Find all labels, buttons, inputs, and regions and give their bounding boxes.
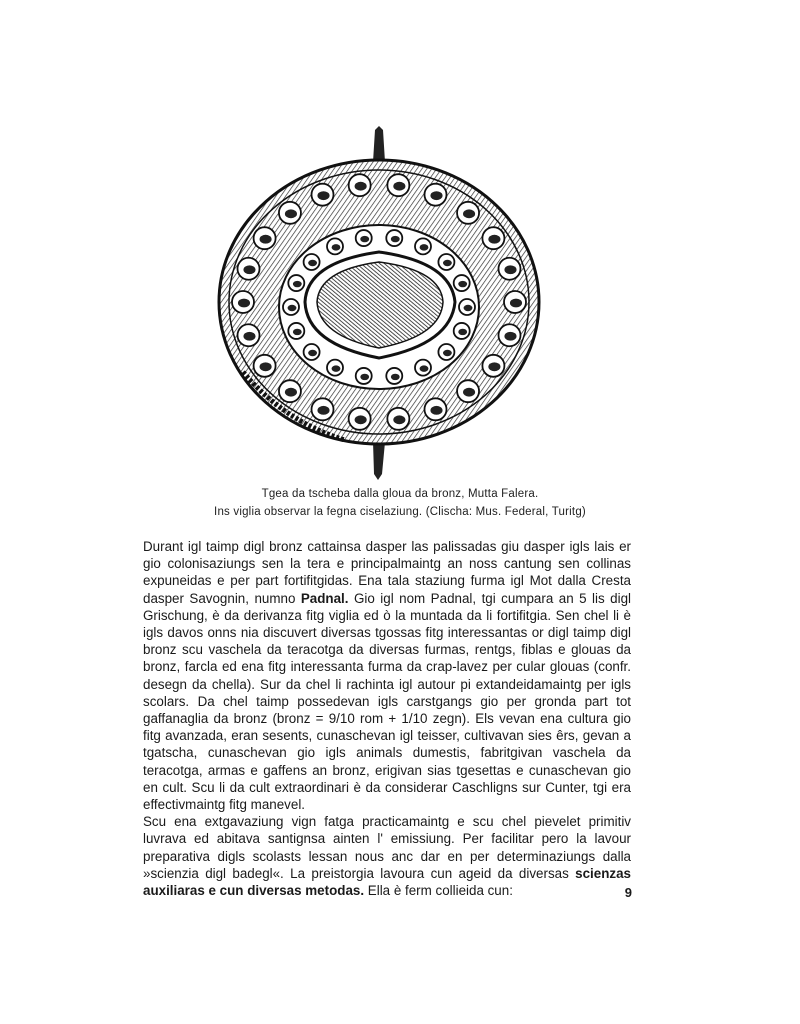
boss-dot bbox=[430, 191, 442, 200]
boss-dot bbox=[238, 299, 250, 308]
boss-dot bbox=[420, 365, 429, 371]
bold-term-padnal: Padnal. bbox=[300, 590, 349, 606]
boss-dot bbox=[391, 236, 400, 242]
boss-dot bbox=[420, 244, 429, 250]
caption-line-2: Ins viglia observar la fegna ciselaziung. (Clischa: Mus. Federal, Turitg) bbox=[214, 506, 586, 518]
boss-dot bbox=[488, 362, 500, 371]
boss-dot bbox=[332, 244, 341, 250]
boss-dot bbox=[464, 305, 473, 311]
paragraph-1: Durant igl taimp digl bronz cattainsa dasper las palissadas giu dasper igls lais er gio colonisaziungs sen la tera e principalmaintg an noss cantung sen collinas expuneidas e per part fortifitgidas. Ena tala staziung furma igl Mot dalla Cresta dasper Savognin, numno Padnal. Gio igl nom Padnal, tgi cumpara an 5 lis digl Grischung, è da derivanza fitg viglia ed ò la muntada da li fortifitgia. Sen chel li è igls davos onns nia discuvert diversas tgossas fitg interessantas or digl taimp digl bronz scu vaschela da teracotga da diversas furmas, rentgs, fiblas e glouas da bronz, farcla ed ena fitg interessanta furma da crap-lavez per cular glouas (confr. desegn da chella). Sur da chel li rachinta igl autour pi extandeidamaintg per igls scolars. Da chel taimp possedevan igls carstgangs gio per gronda part tot gaffanaglia da bronz (bronz = 9/10 rom + 1/10 zegn). Els vevan ena cultura gio fitg avanzada, eran sesents, cunaschevan igl teisser, cultivavan sies êrs, gevan a tgatscha, cunaschevan gio igls animals dumestis, fabritgivan vaschela da teracotga, armas e gaffens an bronz, erigivan sias tgesettas e cunaschevan gio en cult. Scu li da cult extraordinari è da considerar Caschligns sur Cunter, tgi era effectivmaintg fitg manevel. bbox=[143, 539, 632, 813]
boss-dot bbox=[285, 388, 297, 397]
boss-dot bbox=[430, 406, 442, 415]
boss-dot bbox=[510, 299, 522, 308]
boss-dot bbox=[243, 265, 255, 274]
boss-dot bbox=[463, 388, 475, 397]
boss-dot bbox=[463, 209, 475, 218]
boss-dot bbox=[288, 305, 297, 311]
boss-dot bbox=[332, 365, 341, 371]
page-number: 9 bbox=[624, 885, 632, 900]
caption-line-1: Tgea da tscheba dalla gloua da bronz, Mutta Falera. bbox=[261, 488, 539, 500]
phalera-illustration bbox=[215, 122, 545, 482]
boss-dot bbox=[443, 260, 452, 266]
top-spike bbox=[373, 126, 385, 162]
boss-dot bbox=[504, 332, 516, 341]
figure-caption bbox=[100, 485, 700, 521]
boss-dot bbox=[285, 209, 297, 218]
boss-dot bbox=[355, 182, 367, 191]
bold-term-scienzas: scienzas auxiliaras e cun diversas metodas. bbox=[143, 865, 631, 899]
boss-dot bbox=[308, 350, 317, 356]
boss-dot bbox=[308, 260, 317, 266]
boss-dot bbox=[260, 235, 272, 244]
boss-dot bbox=[317, 406, 329, 415]
boss-dot bbox=[260, 362, 272, 371]
boss-dot bbox=[293, 329, 302, 335]
boss-dot bbox=[391, 374, 400, 380]
body-text bbox=[143, 538, 631, 899]
boss-dot bbox=[393, 182, 405, 191]
boss-dot bbox=[360, 236, 369, 242]
boss-dot bbox=[504, 265, 516, 274]
paragraph-2: Scu ena extgavaziung vign fatga practicamaintg e scu chel pievelet primitiv luvrava ed abitava santignsa ainten l' emissiung. Per facilitar pero la lavour preparativa digls scolasts lessan nous anc dar en per determinaziungs dalla »scienzia digl badegl«. La preistorgia lavoura cun ageid da diversas scienzas auxiliaras e cun diversas metodas. Ella è ferm collieida cun: bbox=[143, 814, 631, 899]
phalera-drawing bbox=[215, 122, 545, 482]
boss-dot bbox=[293, 281, 302, 287]
boss-dot bbox=[458, 281, 467, 287]
boss-dot bbox=[317, 191, 329, 200]
boss-dot bbox=[243, 332, 255, 341]
bottom-spike bbox=[373, 442, 385, 480]
boss-dot bbox=[458, 329, 467, 335]
boss-dot bbox=[393, 415, 405, 424]
boss-dot bbox=[488, 235, 500, 244]
boss-dot bbox=[355, 415, 367, 424]
boss-dot bbox=[360, 374, 369, 380]
boss-dot bbox=[443, 350, 452, 356]
